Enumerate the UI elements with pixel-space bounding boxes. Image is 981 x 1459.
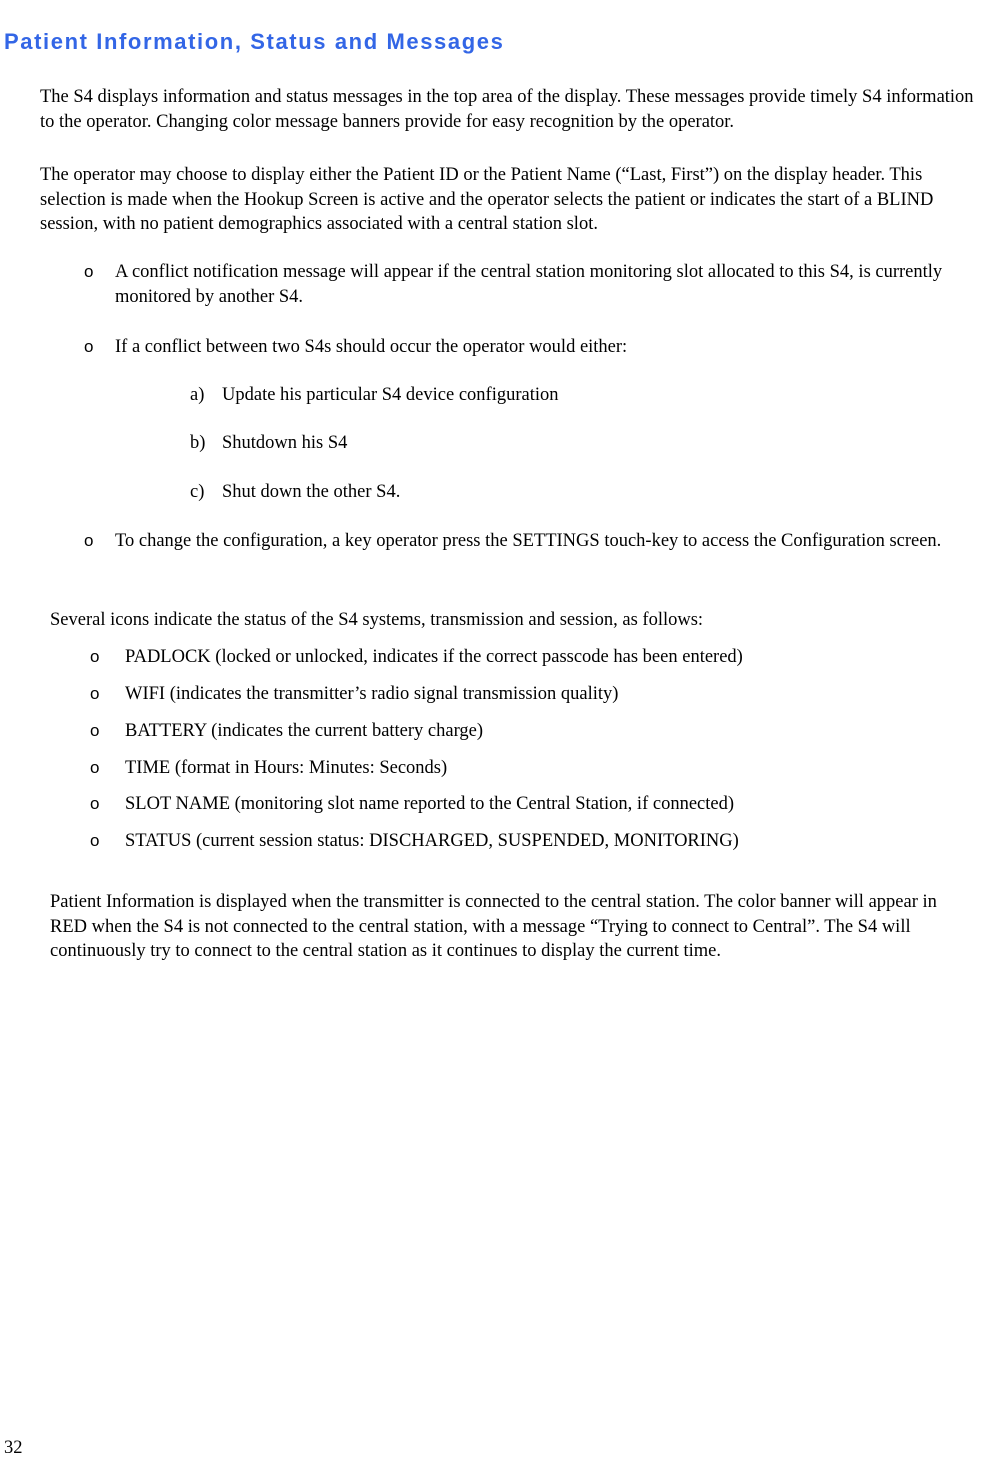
bullet-text: A conflict notification message will appear if the central station monitoring slot allocated to this S4, is currently monitored by another S4. [115,262,943,307]
option-text: Update his particular S4 device configuration [222,385,559,405]
section-heading: Patient Information, Status and Messages [4,29,505,54]
option-label: c) [190,482,205,502]
option-a [190,383,559,408]
option-c [190,480,400,505]
bullet-marker: o [90,758,100,777]
option-label: b) [190,433,206,453]
list-item-text: PADLOCK (locked or unlocked, indicates if the correct passcode has been entered) [125,647,743,667]
option-label: a) [190,385,205,405]
list-item-text: WIFI (indicates the transmitter’s radio signal transmission quality) [125,684,619,704]
intro-paragraph: The S4 displays information and status messages in the top area of the display. These messages provide timely S4 information to the operator. Changing color message banners provide for easy recognition by the operator. [40,87,974,132]
bullet-marker: o [90,831,100,850]
bullet-marker: o [90,684,100,703]
bullet-marker: o [90,647,100,666]
bullet-text: To change the configuration, a key operator press the SETTINGS touch-key to access the Configuration screen. [115,531,942,551]
icons-intro-paragraph: Several icons indicate the status of the S4 systems, transmission and session, as follows: [50,610,704,630]
list-item-text: STATUS (current session status: DISCHARGED, SUSPENDED, MONITORING) [125,831,739,851]
option-text: Shut down the other S4. [222,482,401,502]
page-number: 32 [4,1438,23,1458]
bullet-marker: o [90,721,100,740]
closing-paragraph: Patient Information is displayed when the transmitter is connected to the central station. The color banner will appear in RED when the S4 is not connected to the central station, with a message “Trying to connect to Central”. The S4 will continuously try to connect to the central station as it continues to display the current time. [50,892,937,961]
option-text: Shutdown his S4 [222,433,348,453]
bullet-marker: o [84,531,94,550]
display-choice-paragraph: The operator may choose to display either the Patient ID or the Patient Name (“Last, First”) on the display header. This selection is made when the Hookup Screen is active and the operator selects the patient or indicates the start of a BLIND session, with no patient demographics associated with a central station slot. [40,165,934,234]
bullet-marker: o [84,337,94,356]
bullet-marker: o [90,794,100,813]
list-item-text: TIME (format in Hours: Minutes: Seconds) [125,758,448,778]
bullet-text: If a conflict between two S4s should occur the operator would either: [115,337,628,357]
list-item-text: BATTERY (indicates the current battery charge) [125,721,484,741]
option-b [190,431,347,456]
list-item-text: SLOT NAME (monitoring slot name reported to the Central Station, if connected) [125,794,735,814]
bullet-marker: o [84,262,94,281]
